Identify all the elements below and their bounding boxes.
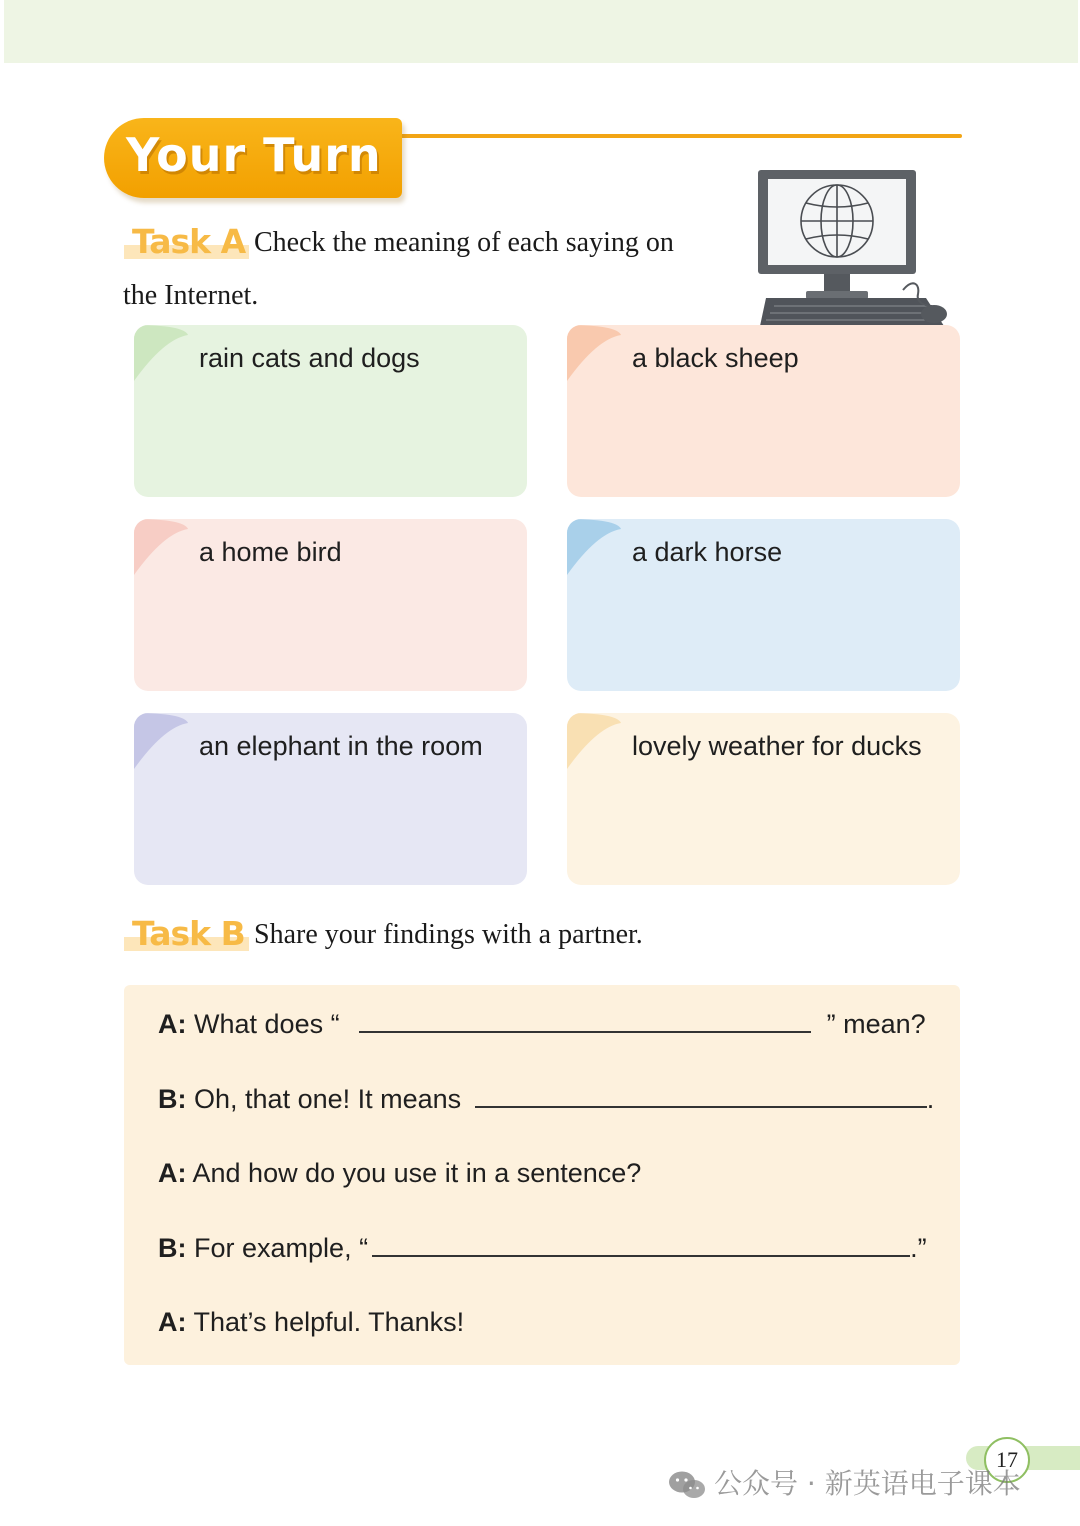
top-band	[4, 0, 1078, 63]
saying-text: a black sheep	[632, 343, 799, 373]
wechat-icon	[668, 1470, 706, 1500]
watermark	[668, 1462, 1021, 1502]
dialogue-line: A: And how do you use it in a sentence?	[158, 1158, 642, 1188]
saying-text: a home bird	[199, 537, 342, 567]
saying-card	[134, 519, 527, 691]
answer-blank[interactable]	[372, 1233, 910, 1257]
task-b-label: Task B	[132, 914, 245, 953]
saying-text: rain cats and dogs	[199, 343, 420, 373]
page-corner-icon	[134, 519, 190, 575]
dialogue-line: B: For example, “ .”	[158, 1233, 927, 1263]
task-b-instruction: Share your findings with a partner.	[254, 919, 643, 950]
task-a-label: Task A	[132, 222, 246, 261]
speaker: B:	[158, 1084, 187, 1114]
page-corner-icon	[567, 325, 623, 381]
your-turn-banner	[104, 118, 402, 198]
saying-card	[134, 713, 527, 885]
task-a-instruction-cont: the Internet.	[123, 280, 259, 311]
task-a-instruction: Check the meaning of each saying on	[254, 227, 674, 258]
page-corner-icon	[134, 325, 190, 381]
speaker: B:	[158, 1233, 187, 1263]
dialogue-line: A: That’s helpful. Thanks!	[158, 1307, 465, 1337]
page-corner-icon	[567, 519, 623, 575]
page-corner-icon	[567, 713, 623, 769]
saying-text: a dark horse	[632, 537, 783, 567]
saying-text: lovely weather for ducks	[632, 731, 922, 761]
saying-text: an elephant in the room	[199, 731, 483, 761]
dialogue-panel	[124, 985, 960, 1365]
answer-blank[interactable]	[475, 1084, 927, 1108]
speaker: A:	[158, 1307, 187, 1337]
page-corner-icon	[134, 713, 190, 769]
saying-card	[567, 325, 960, 497]
watermark-text: 公众号 · 新英语电子课本	[714, 1467, 1021, 1500]
banner-title: Your Turn	[126, 128, 382, 182]
saying-card	[567, 519, 960, 691]
speaker: A:	[158, 1009, 187, 1039]
dialogue-line: A: What does “ ” mean?	[158, 1009, 926, 1039]
speaker: A:	[158, 1158, 187, 1188]
dialogue-line: B: Oh, that one! It means .	[158, 1084, 935, 1114]
computer-icon	[748, 166, 958, 331]
banner-rule	[400, 134, 962, 138]
answer-blank[interactable]	[359, 1009, 811, 1033]
saying-card	[134, 325, 527, 497]
page-number: 17	[984, 1437, 1030, 1483]
saying-card	[567, 713, 960, 885]
